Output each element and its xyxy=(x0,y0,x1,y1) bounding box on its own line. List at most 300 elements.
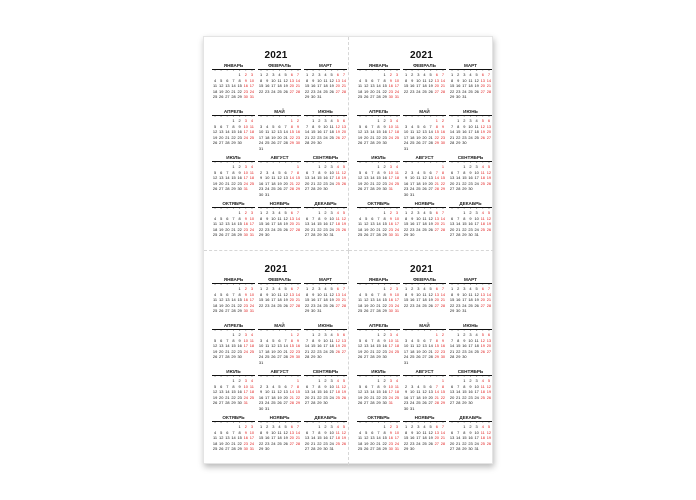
weekday-label: с xyxy=(245,422,247,424)
day-number: 28 xyxy=(311,232,316,238)
day-grid xyxy=(403,210,446,238)
weekend-day: 13 xyxy=(289,429,294,435)
day-number: 21 xyxy=(456,394,461,400)
day-number: 7 xyxy=(457,429,460,435)
day-number: 12 xyxy=(212,389,218,395)
weekday-label: с xyxy=(272,162,274,164)
day-number: 22 xyxy=(258,440,264,446)
weekend-day: 19 xyxy=(341,389,347,395)
day-number: 23 xyxy=(382,394,387,400)
day-number: 19 xyxy=(474,297,479,303)
day-number: 17 xyxy=(271,83,276,89)
day-number: 17 xyxy=(329,389,334,395)
weekday-label: с xyxy=(318,376,320,378)
weekday-label: п xyxy=(451,284,453,286)
weekday-label: в xyxy=(442,116,444,118)
weekend-day: 26 xyxy=(486,394,492,400)
day-number: 7 xyxy=(226,383,229,389)
weekend-day: 28 xyxy=(289,186,294,192)
day-number: 13 xyxy=(370,435,375,441)
weekend-day: 11 xyxy=(249,169,254,175)
day-number: 26 xyxy=(357,354,363,360)
day-number: 24 xyxy=(317,302,322,308)
weekday-label: ч xyxy=(232,284,235,286)
weekend-day: 16 xyxy=(388,435,393,441)
weekday-label: п xyxy=(285,70,287,72)
day-number: 13 xyxy=(283,389,288,395)
day-number: 24 xyxy=(258,354,264,360)
day-number: 2 xyxy=(469,210,472,215)
day-number: 2 xyxy=(324,424,327,429)
weekday-label: п xyxy=(451,162,453,164)
day-number: 15 xyxy=(456,343,461,349)
weekday-label: п xyxy=(239,116,241,118)
weekday-label: в xyxy=(365,422,367,424)
day-number: 16 xyxy=(258,180,264,186)
weekend-day: 4 xyxy=(481,164,484,169)
day-number: 22 xyxy=(456,134,461,140)
weekend-day: 12 xyxy=(341,429,347,435)
day-number: 10 xyxy=(474,383,479,389)
weekend-day: 17 xyxy=(243,175,248,181)
day-number: 26 xyxy=(357,140,363,146)
day-number: 21 xyxy=(311,226,316,232)
day-number: 30 xyxy=(468,400,473,406)
day-number: 13 xyxy=(304,175,310,181)
day-number: 17 xyxy=(416,83,421,89)
day-number: 2 xyxy=(312,286,315,291)
weekend-day: 27 xyxy=(341,134,347,140)
month-name: НОЯБРЬ xyxy=(269,201,290,206)
weekend-day: 4 xyxy=(250,378,253,383)
day-number: 21 xyxy=(449,348,455,354)
day-number: 1 xyxy=(383,286,386,291)
month-block xyxy=(403,415,446,452)
day-number: 29 xyxy=(456,140,461,146)
day-number: 14 xyxy=(370,175,375,181)
weekend-day: 28 xyxy=(440,226,446,232)
month-name: АПРЕЛЬ xyxy=(368,109,389,114)
day-number: 29 xyxy=(258,232,264,238)
weekend-day: 21 xyxy=(434,394,439,400)
day-number: 14 xyxy=(449,129,455,135)
day-number: 10 xyxy=(329,215,334,221)
day-number: 11 xyxy=(323,291,328,297)
day-number: 24 xyxy=(271,440,276,446)
day-number: 24 xyxy=(416,302,421,308)
day-number: 12 xyxy=(219,83,224,89)
day-number: 4 xyxy=(272,383,275,389)
day-number: 12 xyxy=(277,175,282,181)
day-number: 4 xyxy=(266,123,269,129)
weekday-label: с xyxy=(482,162,484,164)
day-number: 8 xyxy=(318,215,321,221)
day-number: 2 xyxy=(238,378,241,383)
day-number: 3 xyxy=(417,210,420,215)
day-number: 18 xyxy=(416,394,421,400)
day-number: 15 xyxy=(311,343,316,349)
weekend-day: 8 xyxy=(296,169,299,175)
weekday-label: п xyxy=(451,422,453,424)
day-number: 11 xyxy=(474,123,479,129)
weekend-day: 12 xyxy=(335,337,340,343)
weekend-day: 14 xyxy=(289,389,294,395)
day-number: 28 xyxy=(304,140,310,146)
day-number: 11 xyxy=(271,175,276,181)
weekend-day: 9 xyxy=(296,123,299,129)
day-number: 9 xyxy=(469,383,472,389)
day-number: 8 xyxy=(404,429,408,435)
day-number: 1 xyxy=(404,210,408,215)
weekend-day: 18 xyxy=(249,175,255,181)
day-number: 29 xyxy=(462,186,467,192)
month-block xyxy=(258,155,301,198)
day-number: 18 xyxy=(271,180,276,186)
calendar-year: 2021 xyxy=(409,50,434,61)
day-number: 5 xyxy=(284,210,287,215)
day-number: 24 xyxy=(416,226,421,232)
weekend-day: 6 xyxy=(481,286,484,291)
weekend-day: 12 xyxy=(335,123,340,129)
weekend-day: 22 xyxy=(440,394,446,400)
weekend-day: 16 xyxy=(243,221,248,227)
day-number: 26 xyxy=(364,232,369,238)
weekend-day: 11 xyxy=(335,383,340,389)
day-number: 19 xyxy=(219,88,224,94)
weekend-day: 19 xyxy=(480,129,485,135)
day-number: 30 xyxy=(237,400,242,406)
day-number: 2 xyxy=(238,118,241,123)
weekend-day: 8 xyxy=(441,169,444,175)
day-number: 28 xyxy=(225,400,230,406)
day-number: 13 xyxy=(304,435,310,441)
day-number: 10 xyxy=(474,215,479,221)
weekend-day: 7 xyxy=(435,383,438,389)
day-number: 16 xyxy=(410,83,415,89)
day-number: 29 xyxy=(462,446,467,452)
day-number: 14 xyxy=(231,297,236,303)
weekend-day: 26 xyxy=(486,440,492,446)
day-number: 13 xyxy=(225,83,230,89)
day-number: 6 xyxy=(450,429,454,435)
day-number: 15 xyxy=(258,297,264,303)
day-number: 1 xyxy=(232,164,235,169)
weekend-day: 2 xyxy=(389,72,392,77)
weekday-label: с xyxy=(390,422,392,424)
day-number: 7 xyxy=(305,123,309,129)
day-number: 17 xyxy=(474,435,479,441)
weekday-label: ч xyxy=(232,330,235,332)
day-number: 13 xyxy=(364,343,369,349)
day-number: 4 xyxy=(475,332,478,337)
weekday-label: в xyxy=(266,208,268,210)
weekend-day: 9 xyxy=(296,337,299,343)
day-number: 22 xyxy=(304,88,310,94)
weekend-day: 1 xyxy=(296,164,299,169)
day-number: 3 xyxy=(272,210,275,215)
day-number: 17 xyxy=(329,221,334,227)
day-number: 24 xyxy=(474,180,479,186)
day-number: 12 xyxy=(329,291,334,297)
weekend-day: 14 xyxy=(486,291,492,297)
day-grid xyxy=(304,286,347,314)
day-number: 23 xyxy=(323,180,328,186)
day-number: 14 xyxy=(231,221,236,227)
day-number: 29 xyxy=(231,186,236,192)
day-number: 25 xyxy=(271,400,276,406)
day-number: 15 xyxy=(258,221,264,227)
weekday-label: в xyxy=(251,376,253,378)
day-number: 17 xyxy=(474,175,479,181)
weekday-label: с xyxy=(272,376,274,378)
day-number: 2 xyxy=(259,169,263,175)
day-number: 17 xyxy=(410,180,415,186)
weekday-label: с xyxy=(291,376,293,378)
day-number: 10 xyxy=(410,175,415,181)
day-number: 1 xyxy=(463,164,466,169)
day-number: 1 xyxy=(238,286,241,291)
weekend-day: 20 xyxy=(480,83,485,89)
day-number: 29 xyxy=(376,354,381,360)
day-number: 13 xyxy=(225,221,230,227)
weekend-day: 4 xyxy=(481,210,484,215)
month-name: ДЕКАБРЬ xyxy=(314,415,337,420)
day-number: 12 xyxy=(422,389,427,395)
weekend-day: 16 xyxy=(243,435,248,441)
day-number: 14 xyxy=(370,389,375,395)
day-number: 10 xyxy=(474,169,479,175)
weekend-day: 8 xyxy=(441,383,444,389)
weekday-label: с xyxy=(318,330,320,332)
day-number: 25 xyxy=(277,88,282,94)
day-number: 26 xyxy=(428,88,433,94)
day-number: 30 xyxy=(382,186,387,192)
day-number: 8 xyxy=(318,383,321,389)
day-number: 4 xyxy=(423,286,426,291)
weekday-label: с xyxy=(318,116,320,118)
day-number: 5 xyxy=(475,286,478,291)
day-number: 10 xyxy=(265,389,270,395)
day-number: 2 xyxy=(469,378,472,383)
weekend-day: 16 xyxy=(388,297,393,303)
day-number: 9 xyxy=(324,429,327,435)
weekend-day: 17 xyxy=(243,389,248,395)
day-number: 15 xyxy=(376,343,381,349)
month-block xyxy=(357,369,400,406)
weekend-day: 17 xyxy=(388,343,393,349)
day-number: 20 xyxy=(283,394,288,400)
day-number: 11 xyxy=(416,175,421,181)
day-grid xyxy=(258,424,301,452)
weekend-day: 12 xyxy=(480,123,485,129)
weekend-day: 22 xyxy=(434,134,439,140)
weekday-label: с xyxy=(482,284,484,286)
day-number: 31 xyxy=(462,308,467,314)
weekday-label: в xyxy=(297,330,299,332)
month-block xyxy=(357,63,400,100)
day-number: 28 xyxy=(231,308,236,314)
weekend-day: 24 xyxy=(394,226,400,232)
weekend-day: 11 xyxy=(249,337,254,343)
weekend-day: 26 xyxy=(341,226,347,232)
month-block xyxy=(403,201,446,238)
day-number: 12 xyxy=(474,77,479,83)
weekday-label: с xyxy=(482,330,484,332)
day-number: 20 xyxy=(422,134,427,140)
day-number: 31 xyxy=(403,359,409,365)
weekday-label: п xyxy=(214,208,216,210)
day-number: 30 xyxy=(403,191,409,197)
day-number: 9 xyxy=(411,291,414,297)
month-name: МАРТ xyxy=(319,63,332,68)
weekday-label: с xyxy=(245,116,247,118)
day-number: 21 xyxy=(225,348,230,354)
day-number: 1 xyxy=(312,118,315,123)
weekend-day: 2 xyxy=(441,332,444,337)
weekend-day: 21 xyxy=(434,180,439,186)
weekday-label: ч xyxy=(423,376,426,378)
day-number: 5 xyxy=(272,337,275,343)
day-number: 29 xyxy=(462,232,467,238)
weekday-label: в xyxy=(220,376,222,378)
day-number: 11 xyxy=(271,389,276,395)
day-number: 23 xyxy=(323,226,328,232)
weekend-day: 3 xyxy=(244,332,247,337)
day-number: 16 xyxy=(265,435,270,441)
weekday-label: в xyxy=(343,208,345,210)
day-number: 3 xyxy=(475,424,478,429)
day-number: 21 xyxy=(283,134,288,140)
day-number: 23 xyxy=(317,348,322,354)
weekend-day: 24 xyxy=(243,134,248,140)
month-name: ИЮЛЬ xyxy=(226,155,241,160)
day-number: 14 xyxy=(376,221,381,227)
weekend-day: 31 xyxy=(243,186,248,192)
weekday-label: п xyxy=(451,70,453,72)
day-number: 29 xyxy=(317,232,322,238)
day-number: 21 xyxy=(456,180,461,186)
day-number: 21 xyxy=(370,134,375,140)
weekend-day: 11 xyxy=(480,169,485,175)
weekend-day: 20 xyxy=(341,343,347,349)
weekday-label: п xyxy=(476,208,478,210)
weekday-label: в xyxy=(266,422,268,424)
month-name: НОЯБРЬ xyxy=(269,415,290,420)
day-number: 25 xyxy=(474,134,479,140)
day-number: 22 xyxy=(462,180,467,186)
weekday-label: в xyxy=(442,208,444,210)
weekday-label: ч xyxy=(377,284,380,286)
day-number: 20 xyxy=(364,394,369,400)
day-number: 17 xyxy=(329,175,334,181)
weekday-label: п xyxy=(430,284,432,286)
day-number: 9 xyxy=(324,383,327,389)
day-number: 23 xyxy=(323,440,328,446)
day-number: 10 xyxy=(462,291,467,297)
day-number: 9 xyxy=(383,123,386,129)
day-number: 5 xyxy=(284,286,287,291)
month-name: ИЮЛЬ xyxy=(371,369,386,374)
weekend-day: 10 xyxy=(388,337,393,343)
day-number: 8 xyxy=(457,337,460,343)
day-number: 12 xyxy=(364,297,369,303)
day-number: 10 xyxy=(265,175,270,181)
month-name: ЯНВАРЬ xyxy=(223,277,244,282)
weekday-label: ч xyxy=(324,284,327,286)
weekend-day: 9 xyxy=(244,291,247,297)
day-number: 8 xyxy=(450,77,454,83)
weekend-day: 11 xyxy=(394,123,399,129)
day-number: 25 xyxy=(468,302,473,308)
weekend-day: 17 xyxy=(394,435,400,441)
weekday-label: в xyxy=(457,162,459,164)
weekday-label: с xyxy=(482,422,484,424)
day-number: 6 xyxy=(371,215,374,221)
weekend-day: 13 xyxy=(434,215,439,221)
weekend-day: 27 xyxy=(289,440,294,446)
weekend-day: 28 xyxy=(341,88,347,94)
weekend-day: 7 xyxy=(441,72,444,77)
weekend-day: 13 xyxy=(335,291,340,297)
day-number: 16 xyxy=(410,221,415,227)
weekend-day: 12 xyxy=(486,429,492,435)
weekend-day: 20 xyxy=(434,221,439,227)
weekend-day: 28 xyxy=(341,302,347,308)
day-number: 14 xyxy=(456,389,461,395)
month-block xyxy=(304,323,347,360)
month-block xyxy=(449,415,492,452)
day-number: 10 xyxy=(317,291,322,297)
day-number: 30 xyxy=(237,354,242,360)
weekday-label: п xyxy=(285,208,287,210)
day-number: 2 xyxy=(318,332,321,337)
day-number: 23 xyxy=(265,226,270,232)
weekday-label: ч xyxy=(278,376,281,378)
day-number: 27 xyxy=(304,186,310,192)
day-number: 8 xyxy=(259,215,263,221)
weekday-label: с xyxy=(337,116,339,118)
weekend-day: 9 xyxy=(389,291,392,297)
day-number: 23 xyxy=(468,440,473,446)
day-number: 7 xyxy=(226,337,229,343)
weekend-day: 14 xyxy=(434,389,439,395)
day-number: 8 xyxy=(377,169,380,175)
weekday-label: п xyxy=(430,208,432,210)
day-number: 21 xyxy=(304,134,310,140)
weekend-day: 24 xyxy=(249,226,255,232)
day-number: 10 xyxy=(271,77,276,83)
day-number: 22 xyxy=(462,394,467,400)
day-number: 10 xyxy=(329,383,334,389)
weekend-day: 14 xyxy=(295,429,301,435)
day-number: 25 xyxy=(468,88,473,94)
day-number: 1 xyxy=(312,332,315,337)
day-number: 15 xyxy=(456,129,461,135)
day-number: 25 xyxy=(416,186,421,192)
day-number: 3 xyxy=(417,286,420,291)
day-number: 11 xyxy=(277,291,282,297)
day-number: 20 xyxy=(225,88,230,94)
day-number: 13 xyxy=(219,175,224,181)
weekend-day: 26 xyxy=(486,180,492,186)
weekday-label: с xyxy=(272,422,274,424)
month-block xyxy=(212,323,255,360)
weekend-day: 5 xyxy=(342,164,345,169)
day-number: 1 xyxy=(238,72,241,77)
weekday-label: с xyxy=(436,162,438,164)
day-number: 21 xyxy=(376,440,381,446)
weekend-day: 22 xyxy=(295,180,301,186)
